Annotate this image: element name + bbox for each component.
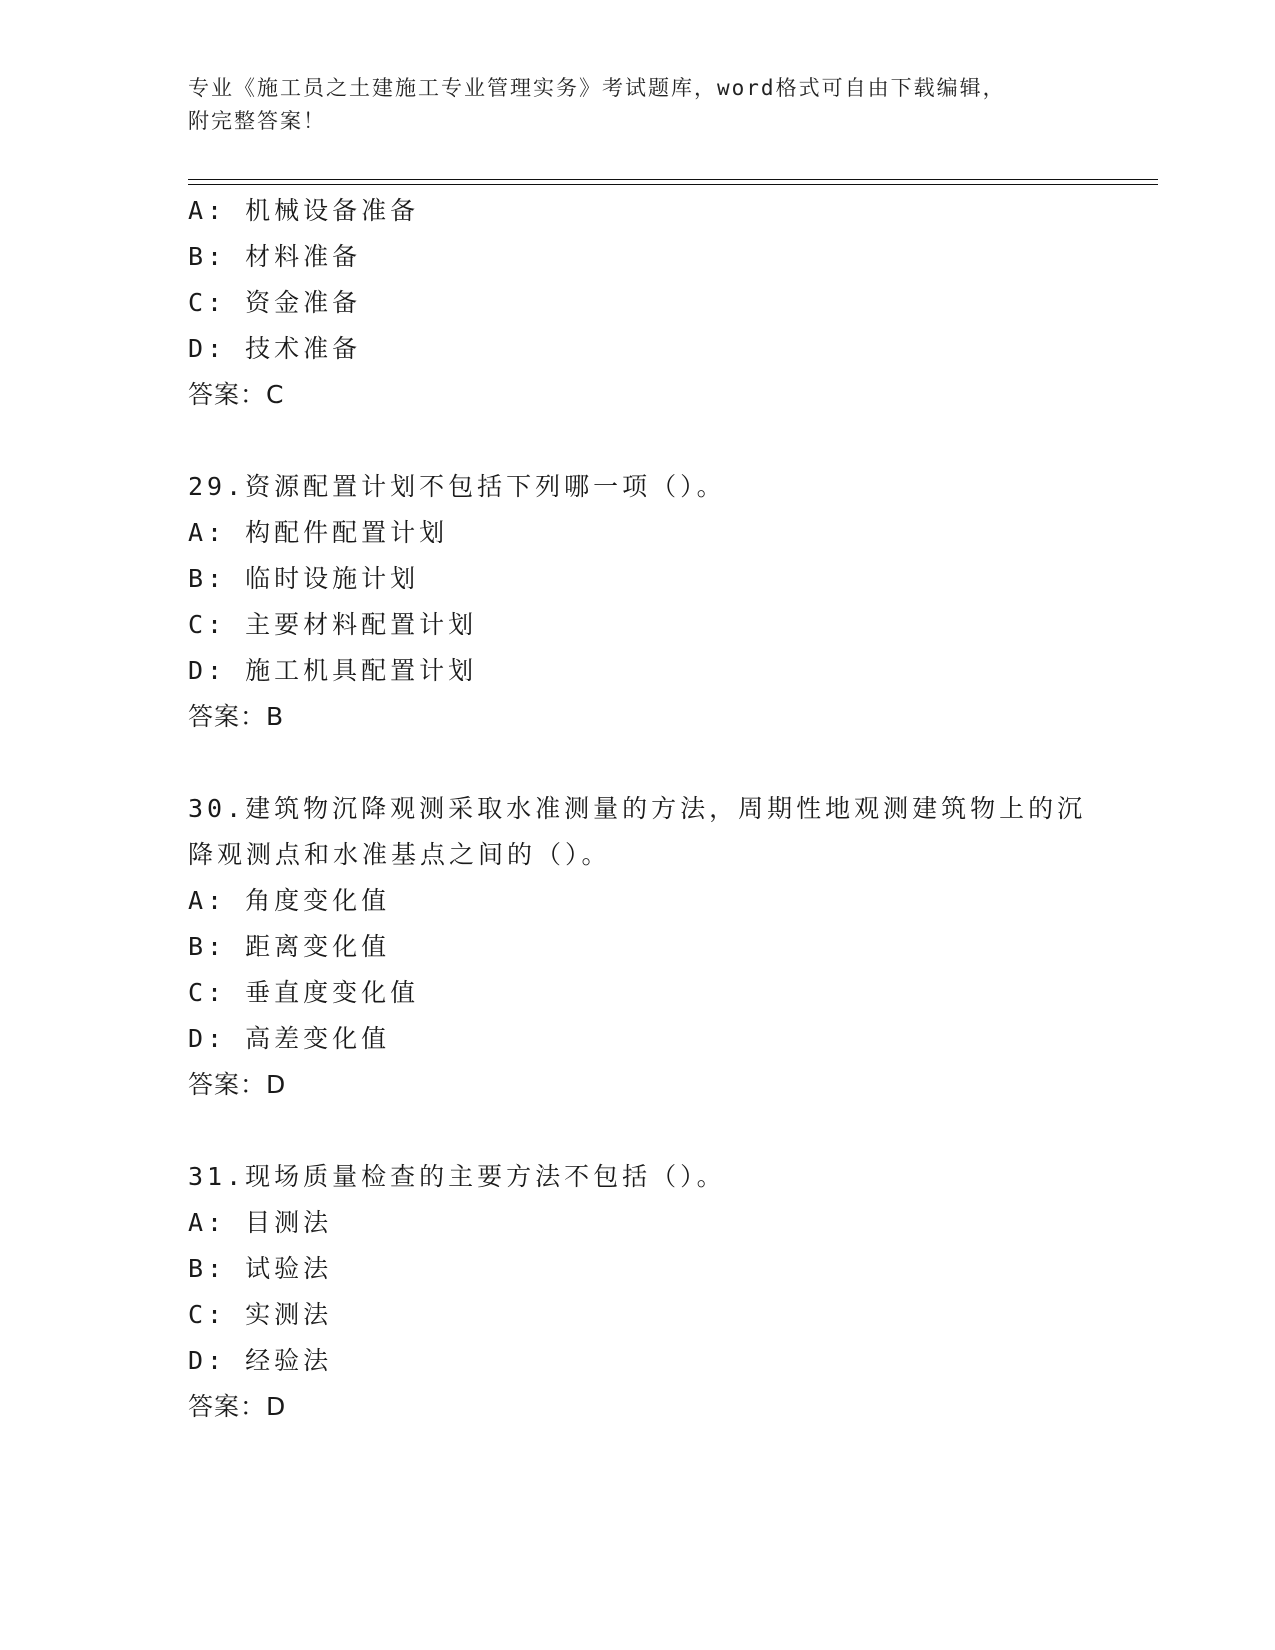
header-divider-top [188,179,1158,180]
option-b: B: 临时设施计划 [188,564,420,593]
option-a: A: 角度变化值 [188,886,391,915]
question-28-continued [188,188,1118,418]
answer: 答案：D [188,1070,287,1099]
option-c: C: 垂直度变化值 [188,978,420,1007]
header-divider-bottom [188,184,1158,185]
option-a: A: 构配件配置计划 [188,518,449,547]
question-29 [188,464,1118,740]
answer: 答案：C [188,380,285,409]
option-d: D: 经验法 [188,1346,333,1375]
question-stem-line-1: 30.建筑物沉降观测采取水准测量的方法，周期性地观测建筑物上的沉 [188,794,1087,823]
header-line-2: 附完整答案！ [188,109,326,133]
question-stem: 31.现场质量检查的主要方法不包括（）。 [188,1162,726,1191]
option-d: D: 技术准备 [188,334,362,363]
spacer [188,740,1118,786]
option-a: A: 机械设备准备 [188,196,420,225]
header-line-1: 专业《施工员之土建施工专业管理实务》考试题库，word格式可自由下载编辑， [188,76,1006,100]
option-b: B: 材料准备 [188,242,362,271]
page-header [188,72,1088,138]
question-31 [188,1154,1118,1430]
question-30 [188,786,1118,1108]
question-list [188,188,1118,1430]
spacer [188,1108,1118,1154]
option-b: B: 距离变化值 [188,932,391,961]
option-c: C: 主要材料配置计划 [188,610,478,639]
option-b: B: 试验法 [188,1254,333,1283]
option-a: A: 目测法 [188,1208,333,1237]
question-stem-line-2: 降观测点和水准基点之间的（）。 [188,840,611,869]
question-stem: 29.资源配置计划不包括下列哪一项（）。 [188,472,726,501]
option-d: D: 施工机具配置计划 [188,656,478,685]
option-c: C: 实测法 [188,1300,333,1329]
spacer [188,418,1118,464]
answer: 答案：D [188,1392,287,1421]
option-c: C: 资金准备 [188,288,362,317]
answer: 答案：B [188,702,285,731]
option-d: D: 高差变化值 [188,1024,391,1053]
